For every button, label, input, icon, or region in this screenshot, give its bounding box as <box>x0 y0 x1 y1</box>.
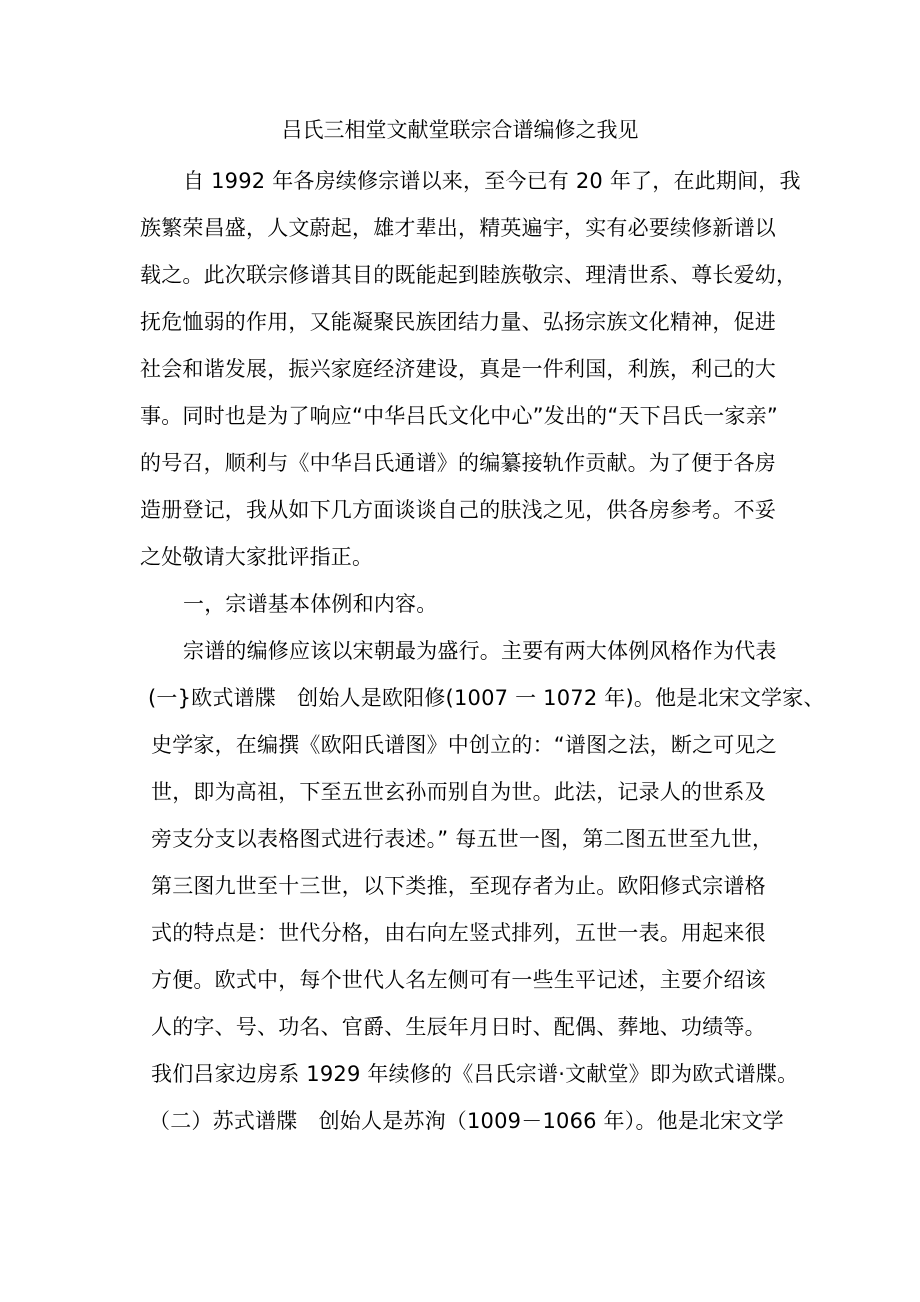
text-line: 方便。欧式中，每个世代人名左侧可有一些生平记述，主要介绍该 <box>151 968 766 992</box>
text-line: 之处敬请大家批评指正。 <box>140 545 374 569</box>
text-line: 的号召，顺利与《中华吕氏通谱》的编纂接轨作贡献。为了便于各房 <box>140 451 776 475</box>
text-line: 自 1992 年各房续修宗谱以来，至今已有 20 年了，在此期间，我 <box>183 169 801 193</box>
text-line: 宗谱的编修应该以宋朝最为盛行。主要有两大体例风格作为代表 <box>183 639 777 663</box>
text-line: 史学家，在编撰《欧阳氏谱图》中创立的：“谱图之法，断之可见之 <box>151 733 777 757</box>
text-line: 世，即为高祖，下至五世玄孙而别自为世。此法，记录人的世系及 <box>151 780 766 804</box>
text-line: 载之。此次联宗修谱其目的既能起到睦族敬宗、理清世系、尊长爱幼， <box>140 263 798 287</box>
document-title: 吕氏三相堂文献堂联宗合谱编修之我见 <box>281 118 639 142</box>
text-line: 抚危恤弱的作用，又能凝聚民族团结力量、弘扬宗族文化精神，促进 <box>140 310 776 334</box>
text-line: （二）苏式谱牒 创始人是苏洵（1009－1066 年）。他是北宋文学 <box>149 1109 784 1133</box>
text-line: 人的字、号、功名、官爵、生辰年月日时、配偶、葬地、功绩等。 <box>151 1015 766 1039</box>
text-line: (一}欧式谱牒 创始人是欧阳修(1007 一 1072 年)。他是北宋文学家、 <box>148 686 825 710</box>
section-heading: 一，宗谱基本体例和内容。 <box>183 592 438 616</box>
text-line: 第三图九世至十三世，以下类推，至现存者为止。欧阳修式宗谱格 <box>151 874 766 898</box>
text-line: 事。同时也是为了响应“中华吕氏文化中心”发出的“天下吕氏一家亲” <box>140 404 778 428</box>
text-line: 族繁荣昌盛，人文蔚起，雄才辈出，精英遍宇，实有必要续修新谱以 <box>140 216 776 240</box>
text-line: 旁支分支以表格图式进行表述。” 每五世一图，第二图五世至九世， <box>151 827 774 851</box>
text-line: 我们吕家边房系 1929 年续修的《吕氏宗谱·文献堂》即为欧式谱牒。 <box>151 1062 799 1086</box>
text-line: 社会和谐发展，振兴家庭经济建设，真是一件利国，利族，利己的大 <box>140 357 776 381</box>
text-line: 式的特点是：世代分格，由右向左竖式排列，五世一表。用起来很 <box>151 921 766 945</box>
text-line: 造册登记，我从如下几方面谈谈自己的肤浅之见，供各房参考。不妥 <box>140 498 776 522</box>
